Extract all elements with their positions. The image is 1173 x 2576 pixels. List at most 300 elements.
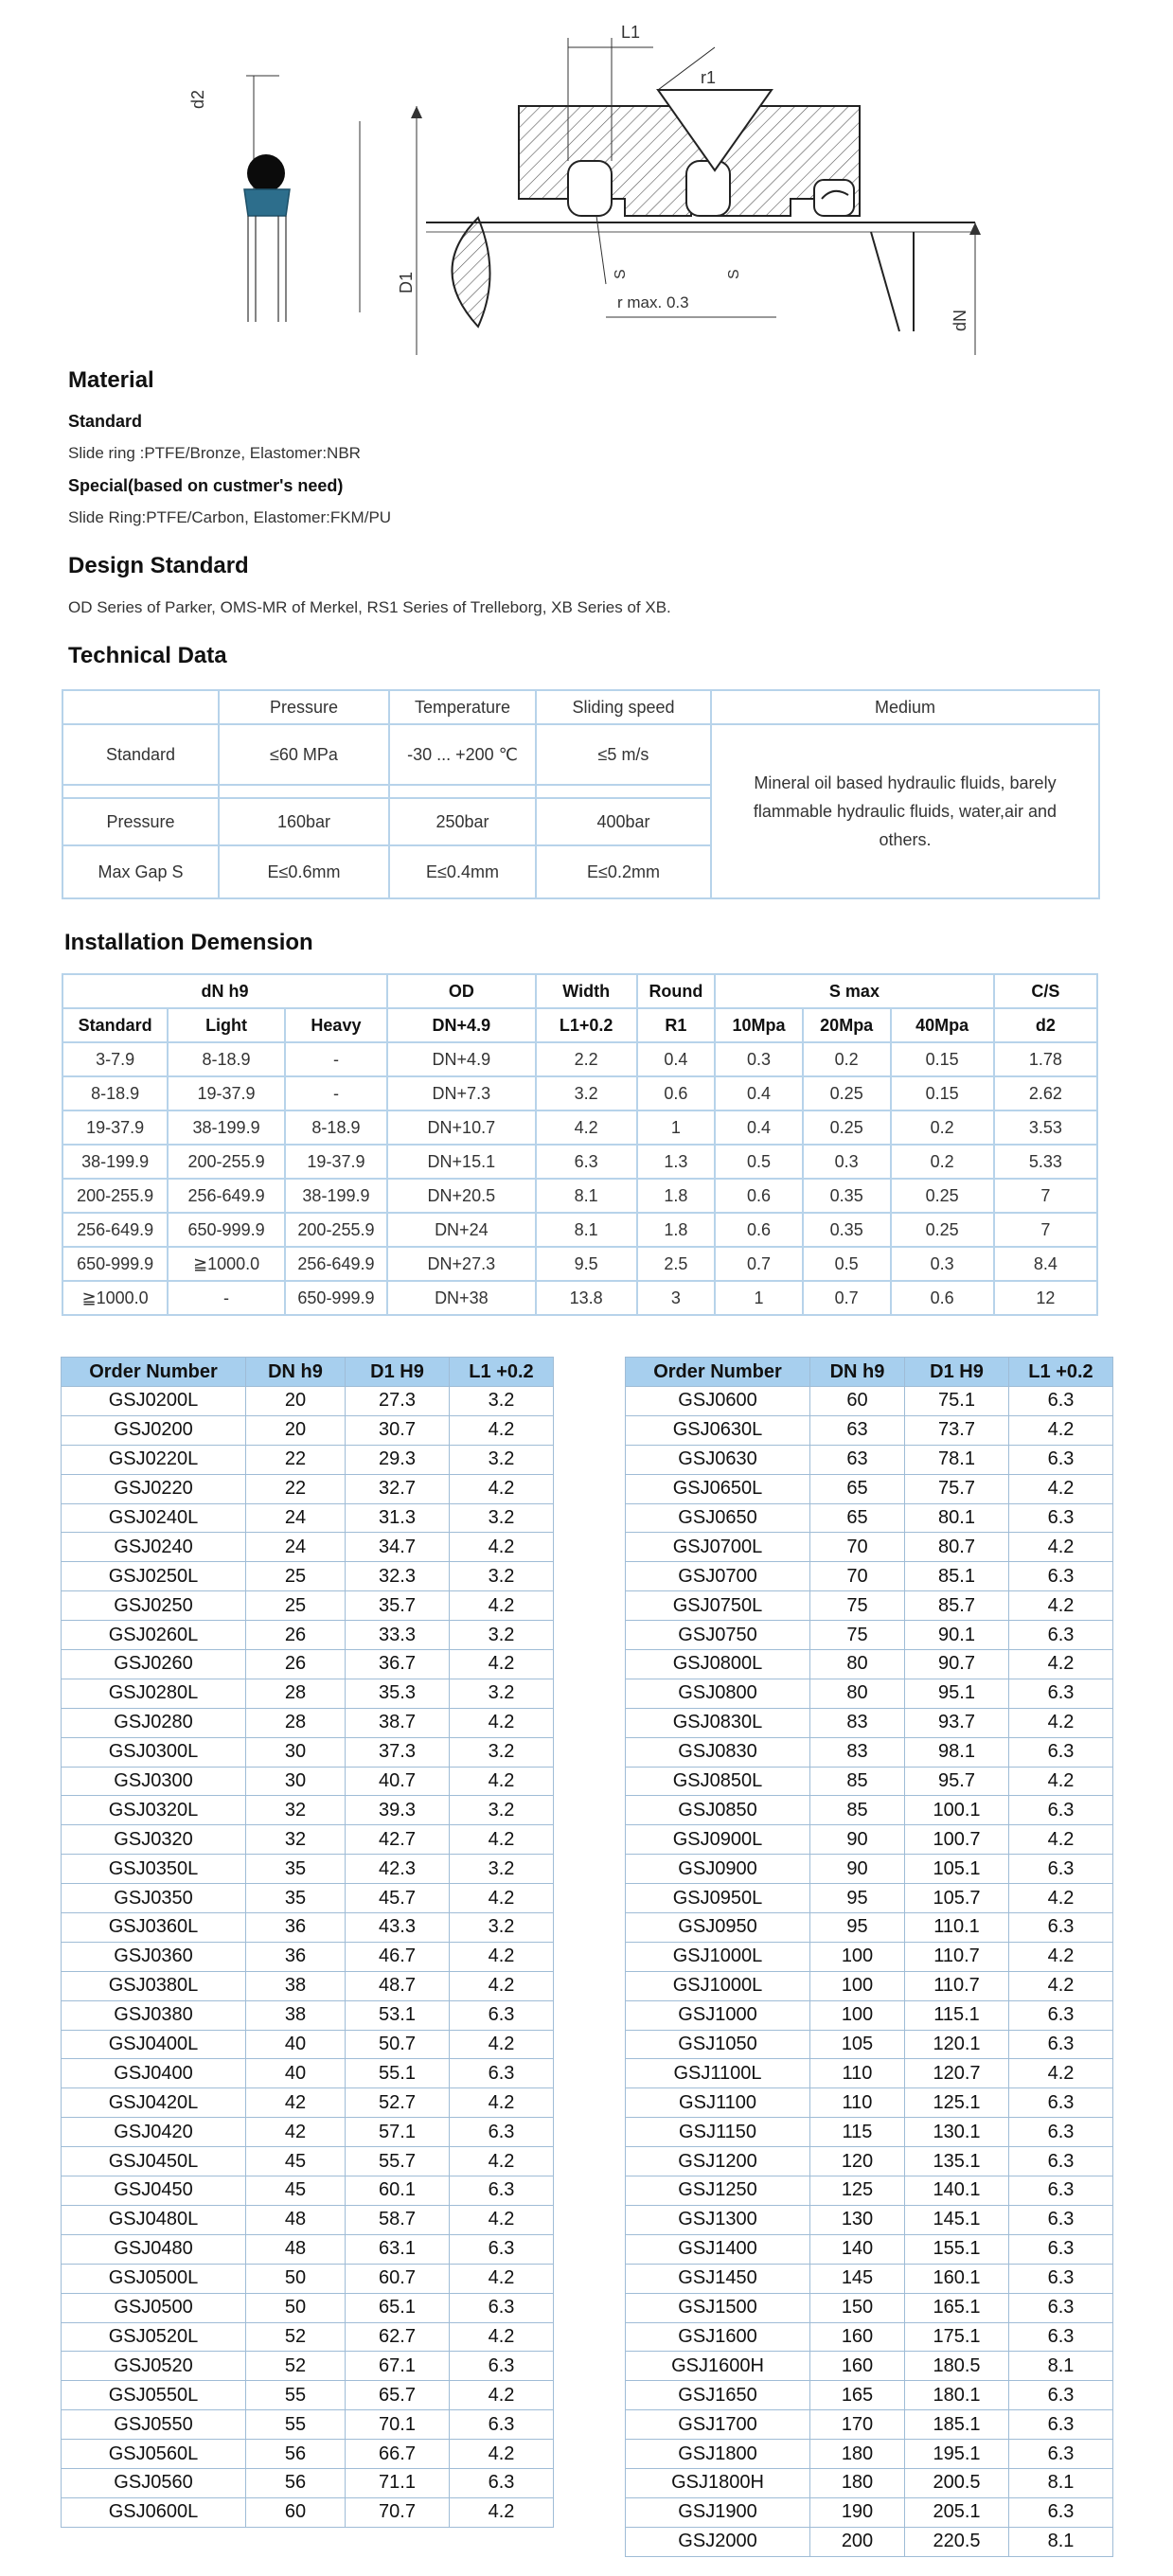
table-cell: 0.35 [803, 1213, 891, 1247]
table-cell: 40 [246, 2030, 346, 2059]
table-cell: 3.2 [450, 1621, 554, 1650]
table-cell: 200.5 [905, 2468, 1009, 2497]
table-row [626, 2030, 1113, 2059]
table-cell: 0.4 [637, 1042, 715, 1076]
table-row [62, 1145, 1097, 1179]
table-cell: 9.5 [536, 1247, 637, 1281]
table-cell: 20 [246, 1387, 346, 1416]
material-standard-label: Standard [68, 412, 143, 431]
table-cell: 90.7 [905, 1650, 1009, 1679]
table-cell: 115 [810, 2118, 905, 2147]
table-cell: GSJ0350L [62, 1855, 246, 1884]
table-row [62, 1737, 554, 1767]
table-cell: GSJ0700L [626, 1533, 810, 1562]
table-cell: 4.2 [450, 2381, 554, 2410]
table-cell: 30 [246, 1737, 346, 1767]
tech-cell: ≤5 m/s [536, 724, 711, 785]
table-cell: 7 [994, 1213, 1097, 1247]
order-left-header-row [62, 1358, 554, 1387]
inst-header-smax: S max [715, 974, 994, 1008]
order-header-dn: DN h9 [810, 1358, 905, 1387]
order-header-d1: D1 H9 [346, 1358, 450, 1387]
table-cell: 6.3 [1009, 1387, 1113, 1416]
table-cell: GSJ1000L [626, 1971, 810, 2000]
table-cell: 90 [810, 1825, 905, 1855]
table-cell: 180.5 [905, 2352, 1009, 2381]
table-cell: 6.3 [450, 2234, 554, 2264]
table-row [626, 2293, 1113, 2322]
table-row [626, 2234, 1113, 2264]
table-cell: GSJ0830L [626, 1708, 810, 1737]
table-row [62, 1767, 554, 1796]
table-cell: 3.2 [450, 1679, 554, 1708]
table-row [626, 1737, 1113, 1767]
table-cell: GSJ0400 [62, 2059, 246, 2088]
table-cell: GSJ0280 [62, 1708, 246, 1737]
table-cell: 4.2 [450, 2322, 554, 2352]
design-standard-title: Design Standard [68, 553, 249, 578]
table-cell: 4.2 [1009, 1825, 1113, 1855]
inst-sub-header: DN+4.9 [387, 1008, 536, 1042]
table-cell: 50 [246, 2264, 346, 2293]
inst-sub-header: L1+0.2 [536, 1008, 637, 1042]
inst-sub-header: 40Mpa [891, 1008, 994, 1042]
table-cell: 0.25 [891, 1179, 994, 1213]
table-cell: 3.53 [994, 1110, 1097, 1145]
label-l1: L1 [621, 23, 641, 42]
table-cell: 145.1 [905, 2205, 1009, 2234]
table-cell: 95.1 [905, 1679, 1009, 1708]
table-cell: 85.7 [905, 1591, 1009, 1621]
table-cell: 48 [246, 2205, 346, 2234]
table-row [62, 1503, 554, 1533]
material-standard-text: Slide ring :PTFE/Bronze, Elastomer:NBR [68, 444, 361, 462]
inst-sub-header: 20Mpa [803, 1008, 891, 1042]
table-cell: 3-7.9 [62, 1042, 168, 1076]
table-cell: 65 [810, 1503, 905, 1533]
table-cell: 6.3 [450, 2293, 554, 2322]
table-row [626, 2497, 1113, 2527]
table-cell: 43.3 [346, 1913, 450, 1943]
table-row [626, 2410, 1113, 2440]
table-cell: 93.7 [905, 1708, 1009, 1737]
table-cell: 4.2 [1009, 1708, 1113, 1737]
table-cell: 1 [715, 1281, 803, 1315]
table-cell: 175.1 [905, 2322, 1009, 2352]
table-cell: 63.1 [346, 2234, 450, 2264]
table-cell: 40 [246, 2059, 346, 2088]
table-cell: GSJ0250 [62, 1591, 246, 1621]
table-cell: 6.3 [1009, 2176, 1113, 2206]
table-cell: 135.1 [905, 2147, 1009, 2176]
table-row [62, 1621, 554, 1650]
table-cell: 0.35 [803, 1179, 891, 1213]
table-row [62, 1591, 554, 1621]
table-cell: 95 [810, 1884, 905, 1913]
table-cell: GSJ0380L [62, 1971, 246, 2000]
table-cell: 55 [246, 2410, 346, 2440]
table-cell: 650-999.9 [62, 1247, 168, 1281]
table-cell: 46.7 [346, 1942, 450, 1971]
table-cell: 4.2 [1009, 1533, 1113, 1562]
table-cell: 4.2 [1009, 1415, 1113, 1445]
table-row [626, 2147, 1113, 2176]
table-cell: DN+20.5 [387, 1179, 536, 1213]
table-cell: 37.3 [346, 1737, 450, 1767]
table-cell: 8-18.9 [285, 1110, 387, 1145]
table-cell: 4.2 [450, 2440, 554, 2469]
installation-title: Installation Demension [64, 930, 313, 955]
table-cell: 6.3 [1009, 2234, 1113, 2264]
table-cell: GSJ1000L [626, 1942, 810, 1971]
table-cell: 115.1 [905, 2000, 1009, 2030]
table-cell: 0.6 [715, 1213, 803, 1247]
table-cell: GSJ0550L [62, 2381, 246, 2410]
table-cell: GSJ0520 [62, 2352, 246, 2381]
table-cell: 60.7 [346, 2264, 450, 2293]
table-cell: 105.1 [905, 1855, 1009, 1884]
table-cell: GSJ0200L [62, 1387, 246, 1416]
table-cell: 19-37.9 [285, 1145, 387, 1179]
table-row [626, 1796, 1113, 1825]
table-cell: - [285, 1076, 387, 1110]
table-cell: 75 [810, 1591, 905, 1621]
table-cell: GSJ0240L [62, 1503, 246, 1533]
table-cell: 67.1 [346, 2352, 450, 2381]
table-cell: 165.1 [905, 2293, 1009, 2322]
table-row [62, 2410, 554, 2440]
tech-header-blank [62, 690, 219, 724]
table-row [626, 1767, 1113, 1796]
table-cell: 60 [810, 1387, 905, 1416]
table-cell: 45 [246, 2176, 346, 2206]
order-header-d1: D1 H9 [905, 1358, 1009, 1387]
table-cell: 80.7 [905, 1533, 1009, 1562]
table-cell: 100 [810, 1971, 905, 2000]
table-cell: 145 [810, 2264, 905, 2293]
table-cell: 45 [246, 2147, 346, 2176]
table-cell: 42 [246, 2118, 346, 2147]
table-row [626, 2118, 1113, 2147]
table-cell: 25 [246, 1562, 346, 1591]
table-cell: 6.3 [450, 2410, 554, 2440]
table-cell: 125 [810, 2176, 905, 2206]
order-table-left-body [62, 1387, 554, 2528]
tech-cell: 160bar [219, 798, 389, 845]
order-table-right [625, 1357, 1113, 2557]
table-cell: 4.2 [450, 2147, 554, 2176]
table-row [626, 1708, 1113, 1737]
order-right-header-row [626, 1358, 1113, 1387]
table-cell: 0.2 [803, 1042, 891, 1076]
table-row [626, 1913, 1113, 1943]
installation-table [62, 973, 1098, 1316]
table-cell: 6.3 [1009, 2000, 1113, 2030]
table-cell: 100.7 [905, 1825, 1009, 1855]
table-cell: 19-37.9 [168, 1076, 285, 1110]
table-cell: ≧1000.0 [168, 1247, 285, 1281]
tech-header-row [62, 690, 1099, 724]
inst-sub-header: Heavy [285, 1008, 387, 1042]
table-cell: 36 [246, 1913, 346, 1943]
table-cell: 80.1 [905, 1503, 1009, 1533]
table-cell: 8.4 [994, 1247, 1097, 1281]
table-cell: GSJ0900L [626, 1825, 810, 1855]
label-dn: dN [951, 309, 969, 331]
table-row [62, 1042, 1097, 1076]
table-cell: 205.1 [905, 2497, 1009, 2527]
table-cell: 165 [810, 2381, 905, 2410]
table-cell: 4.2 [1009, 1971, 1113, 2000]
table-cell: 6.3 [1009, 1562, 1113, 1591]
table-row [626, 1855, 1113, 1884]
table-row [62, 1884, 554, 1913]
table-cell: 125.1 [905, 2088, 1009, 2118]
table-cell: 150 [810, 2293, 905, 2322]
table-row [62, 1474, 554, 1503]
inst-sub-header: 10Mpa [715, 1008, 803, 1042]
table-row [62, 2059, 554, 2088]
table-row [62, 1110, 1097, 1145]
table-row [626, 1884, 1113, 1913]
table-cell: 12 [994, 1281, 1097, 1315]
table-cell: GSJ1250 [626, 2176, 810, 2206]
table-cell: 30.7 [346, 1415, 450, 1445]
table-cell: 130 [810, 2205, 905, 2234]
table-row [62, 2000, 554, 2030]
seal-technical-drawing [188, 9, 1013, 355]
table-cell: 32 [246, 1796, 346, 1825]
table-cell: 200-255.9 [62, 1179, 168, 1213]
table-cell: 3.2 [450, 1562, 554, 1591]
table-cell: GSJ1050 [626, 2030, 810, 2059]
table-cell: 0.5 [803, 1247, 891, 1281]
table-cell: 71.1 [346, 2468, 450, 2497]
table-cell: 95 [810, 1913, 905, 1943]
table-row [62, 1281, 1097, 1315]
table-cell: 6.3 [1009, 2264, 1113, 2293]
tech-cell: Max Gap S [62, 845, 219, 898]
table-cell: GSJ1800 [626, 2440, 810, 2469]
table-cell: 8.1 [1009, 2468, 1113, 2497]
table-cell: 4.2 [450, 1474, 554, 1503]
table-cell: 38-199.9 [285, 1179, 387, 1213]
tech-cell: E≤0.6mm [219, 845, 389, 898]
table-cell: 28 [246, 1708, 346, 1737]
table-row [626, 1971, 1113, 2000]
material-special-text: Slide Ring:PTFE/Carbon, Elastomer:FKM/PU [68, 508, 392, 526]
tech-cell: ≤60 MPa [219, 724, 389, 785]
table-cell: 110.7 [905, 1942, 1009, 1971]
table-row [62, 1708, 554, 1737]
table-cell: 39.3 [346, 1796, 450, 1825]
table-row [62, 1076, 1097, 1110]
table-cell: GSJ0630L [626, 1415, 810, 1445]
tech-header-temperature: Temperature [389, 690, 536, 724]
table-cell: 6.3 [536, 1145, 637, 1179]
table-cell: 32 [246, 1825, 346, 1855]
table-cell: DN+38 [387, 1281, 536, 1315]
table-cell: 4.2 [1009, 1767, 1113, 1796]
table-cell: 85 [810, 1767, 905, 1796]
table-cell: GSJ0260L [62, 1621, 246, 1650]
label-r1: r1 [701, 68, 717, 87]
table-cell: 60.1 [346, 2176, 450, 2206]
table-cell: 1.8 [637, 1213, 715, 1247]
table-cell: 24 [246, 1533, 346, 1562]
table-cell: 4.2 [450, 1971, 554, 2000]
table-cell: 20 [246, 1415, 346, 1445]
table-row [626, 2352, 1113, 2381]
table-cell: GSJ0600L [62, 2497, 246, 2527]
table-cell: 6.3 [1009, 2322, 1113, 2352]
table-cell: GSJ0300L [62, 1737, 246, 1767]
table-cell: 38 [246, 2000, 346, 2030]
table-cell: 110.7 [905, 1971, 1009, 2000]
table-cell: 6.3 [1009, 1796, 1113, 1825]
table-cell: 22 [246, 1445, 346, 1474]
table-cell: 38 [246, 1971, 346, 2000]
table-cell: 1.3 [637, 1145, 715, 1179]
table-cell: GSJ0900 [626, 1855, 810, 1884]
table-cell: 6.3 [1009, 1679, 1113, 1708]
table-cell: GSJ0280L [62, 1679, 246, 1708]
table-cell: GSJ0300 [62, 1767, 246, 1796]
table-cell: GSJ0560L [62, 2440, 246, 2469]
table-cell: 3.2 [450, 1737, 554, 1767]
table-cell: 70 [810, 1533, 905, 1562]
table-cell: 73.7 [905, 1415, 1009, 1445]
table-cell: 6.3 [1009, 2205, 1113, 2234]
table-row [626, 2176, 1113, 2206]
order-table-left [61, 1357, 554, 2528]
table-cell: 0.2 [891, 1110, 994, 1145]
table-cell: 75.7 [905, 1474, 1009, 1503]
table-row [626, 2468, 1113, 2497]
table-cell: 31.3 [346, 1503, 450, 1533]
table-cell: 4.2 [450, 2205, 554, 2234]
table-cell: 75.1 [905, 1387, 1009, 1416]
table-cell: 100.1 [905, 1796, 1009, 1825]
table-cell: 6.3 [1009, 2030, 1113, 2059]
table-cell: GSJ0650L [626, 1474, 810, 1503]
table-cell: GSJ1900 [626, 2497, 810, 2527]
table-cell: 4.2 [1009, 1474, 1113, 1503]
table-row [626, 1679, 1113, 1708]
table-row [62, 1971, 554, 2000]
table-cell: 1.8 [637, 1179, 715, 1213]
table-cell: 55 [246, 2381, 346, 2410]
table-cell: 38.7 [346, 1708, 450, 1737]
table-cell: 105 [810, 2030, 905, 2059]
table-cell: 200 [810, 2527, 905, 2556]
table-cell: 42 [246, 2088, 346, 2118]
table-cell: 66.7 [346, 2440, 450, 2469]
table-cell: GSJ1700 [626, 2410, 810, 2440]
table-row [62, 1855, 554, 1884]
table-cell: 6.3 [1009, 1621, 1113, 1650]
table-row [62, 2176, 554, 2206]
table-cell: GSJ1800H [626, 2468, 810, 2497]
table-cell: 4.2 [450, 2264, 554, 2293]
table-cell: GSJ1100 [626, 2088, 810, 2118]
table-cell: GSJ0350 [62, 1884, 246, 1913]
table-cell: GSJ0200 [62, 1415, 246, 1445]
table-row [62, 2381, 554, 2410]
table-cell: 29.3 [346, 1445, 450, 1474]
table-cell: GSJ1450 [626, 2264, 810, 2293]
table-cell: 56 [246, 2440, 346, 2469]
table-cell: 8.1 [536, 1179, 637, 1213]
table-cell: GSJ0950 [626, 1913, 810, 1943]
table-cell: GSJ0500L [62, 2264, 246, 2293]
table-cell: 3 [637, 1281, 715, 1315]
table-cell: 100 [810, 2000, 905, 2030]
table-cell: GSJ1000 [626, 2000, 810, 2030]
table-cell: 56 [246, 2468, 346, 2497]
tech-header-medium: Medium [711, 690, 1099, 724]
table-cell: 83 [810, 1737, 905, 1767]
table-row [626, 1503, 1113, 1533]
table-cell: GSJ0320 [62, 1825, 246, 1855]
table-cell: 120.7 [905, 2059, 1009, 2088]
table-row [626, 2322, 1113, 2352]
table-row [626, 2000, 1113, 2030]
table-cell: GSJ1150 [626, 2118, 810, 2147]
inst-header-width: Width [536, 974, 637, 1008]
inst-sub-header: d2 [994, 1008, 1097, 1042]
table-cell: 6.3 [1009, 1913, 1113, 1943]
table-cell: 1 [637, 1110, 715, 1145]
table-cell: 32.7 [346, 1474, 450, 1503]
table-cell: 85.1 [905, 1562, 1009, 1591]
table-cell: - [285, 1042, 387, 1076]
table-cell: 65.1 [346, 2293, 450, 2322]
table-cell: 0.4 [715, 1076, 803, 1110]
label-s-left: S [613, 269, 629, 279]
table-row [62, 2147, 554, 2176]
table-cell: 0.6 [891, 1281, 994, 1315]
table-cell: 6.3 [1009, 2118, 1113, 2147]
table-cell: GSJ0850 [626, 1796, 810, 1825]
table-cell: 78.1 [905, 1445, 1009, 1474]
table-row [62, 1213, 1097, 1247]
table-cell: GSJ1600H [626, 2352, 810, 2381]
table-cell: 6.3 [1009, 2293, 1113, 2322]
table-cell: DN+10.7 [387, 1110, 536, 1145]
table-cell: 30 [246, 1767, 346, 1796]
table-row [62, 1825, 554, 1855]
table-cell: DN+15.1 [387, 1145, 536, 1179]
table-cell: 0.2 [891, 1145, 994, 1179]
table-cell: 80 [810, 1679, 905, 1708]
table-cell: GSJ0850L [626, 1767, 810, 1796]
table-cell: 4.2 [450, 1415, 554, 1445]
table-cell: GSJ0380 [62, 2000, 246, 2030]
table-cell: 62.7 [346, 2322, 450, 2352]
table-cell: 55.7 [346, 2147, 450, 2176]
table-cell: GSJ0650 [626, 1503, 810, 1533]
order-header-l1: L1 +0.2 [450, 1358, 554, 1387]
table-cell: 52.7 [346, 2088, 450, 2118]
order-header-l1: L1 +0.2 [1009, 1358, 1113, 1387]
table-cell: 190 [810, 2497, 905, 2527]
technical-data-title: Technical Data [68, 643, 227, 668]
table-row [62, 2118, 554, 2147]
table-cell: 6.3 [1009, 2147, 1113, 2176]
table-cell: 4.2 [450, 1591, 554, 1621]
table-cell: 36.7 [346, 1650, 450, 1679]
